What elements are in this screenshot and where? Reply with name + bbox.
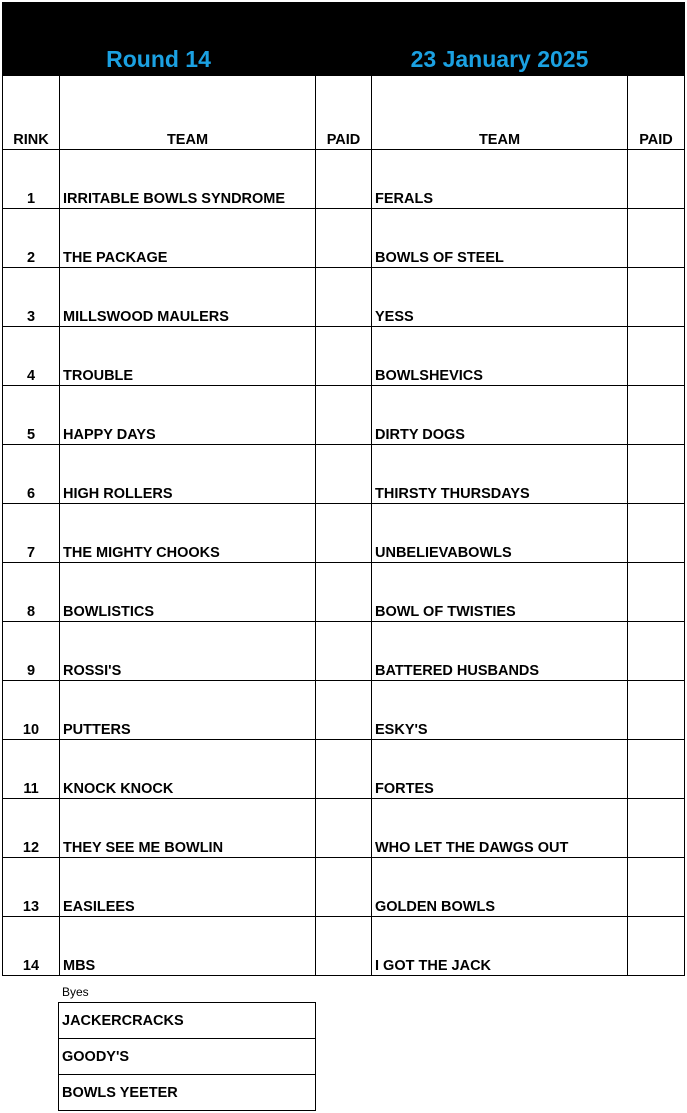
rink-cell: 7 <box>3 504 60 563</box>
paid2-cell <box>628 563 685 622</box>
team2-cell: THIRSTY THURSDAYS <box>372 445 628 504</box>
list-item <box>59 1039 316 1075</box>
date-title: 23 January 2025 <box>410 46 589 72</box>
team2-cell: GOLDEN BOWLS <box>372 858 628 917</box>
table-row <box>3 386 685 445</box>
paid1-cell <box>316 150 372 209</box>
table-row <box>3 917 685 976</box>
team1-cell: BOWLISTICS <box>60 563 316 622</box>
fixtures-table <box>2 75 685 976</box>
paid1-cell <box>316 209 372 268</box>
rink-header: RINK <box>3 76 60 150</box>
team1-cell: THE PACKAGE <box>60 209 316 268</box>
byes-label: Byes <box>62 985 89 999</box>
team1-cell: MILLSWOOD MAULERS <box>60 268 316 327</box>
paid1-cell <box>316 386 372 445</box>
team2-cell: I GOT THE JACK <box>372 917 628 976</box>
table-row <box>3 150 685 209</box>
table-row <box>3 858 685 917</box>
rink-cell: 13 <box>3 858 60 917</box>
paid2-cell <box>628 386 685 445</box>
team2-cell: BATTERED HUSBANDS <box>372 622 628 681</box>
paid1-cell <box>316 563 372 622</box>
list-item <box>59 1003 316 1039</box>
table-row <box>3 327 685 386</box>
rink-cell: 11 <box>3 740 60 799</box>
paid1-cell <box>316 681 372 740</box>
team1-header: TEAM <box>60 76 316 150</box>
team2-cell: DIRTY DOGS <box>372 386 628 445</box>
table-row <box>3 209 685 268</box>
rink-cell: 3 <box>3 268 60 327</box>
team2-cell: ESKY'S <box>372 681 628 740</box>
rink-cell: 8 <box>3 563 60 622</box>
rink-cell: 12 <box>3 799 60 858</box>
byes-table <box>58 1002 316 1111</box>
paid2-cell <box>628 150 685 209</box>
team2-cell: BOWL OF TWISTIES <box>372 563 628 622</box>
table-row <box>3 504 685 563</box>
team1-cell: THE MIGHTY CHOOKS <box>60 504 316 563</box>
team1-cell: KNOCK KNOCK <box>60 740 316 799</box>
team1-cell: EASILEES <box>60 858 316 917</box>
team1-cell: THEY SEE ME BOWLIN <box>60 799 316 858</box>
team1-cell: ROSSI'S <box>60 622 316 681</box>
paid1-cell <box>316 445 372 504</box>
paid2-cell <box>628 858 685 917</box>
rink-cell: 5 <box>3 386 60 445</box>
team1-cell: HAPPY DAYS <box>60 386 316 445</box>
paid1-cell <box>316 858 372 917</box>
paid2-cell <box>628 209 685 268</box>
team1-cell: MBS <box>60 917 316 976</box>
paid1-header: PAID <box>316 76 372 150</box>
bye-team: BOWLS YEETER <box>59 1075 316 1111</box>
paid2-cell <box>628 799 685 858</box>
bye-team: GOODY'S <box>59 1039 316 1075</box>
table-row <box>3 445 685 504</box>
team2-cell: BOWLSHEVICS <box>372 327 628 386</box>
team2-cell: WHO LET THE DAWGS OUT <box>372 799 628 858</box>
paid1-cell <box>316 622 372 681</box>
team2-cell: UNBELIEVABOWLS <box>372 504 628 563</box>
paid1-cell <box>316 799 372 858</box>
table-row <box>3 268 685 327</box>
round-title: Round 14 <box>106 46 211 72</box>
list-item <box>59 1075 316 1111</box>
table-row <box>3 740 685 799</box>
paid2-cell <box>628 622 685 681</box>
paid2-cell <box>628 268 685 327</box>
team2-cell: YESS <box>372 268 628 327</box>
paid1-cell <box>316 327 372 386</box>
paid1-cell <box>316 268 372 327</box>
paid1-cell <box>316 740 372 799</box>
table-row <box>3 799 685 858</box>
team1-cell: TROUBLE <box>60 327 316 386</box>
rink-cell: 4 <box>3 327 60 386</box>
rink-cell: 2 <box>3 209 60 268</box>
table-header-row <box>3 76 685 150</box>
team2-cell: BOWLS OF STEEL <box>372 209 628 268</box>
rink-cell: 1 <box>3 150 60 209</box>
rink-cell: 6 <box>3 445 60 504</box>
rink-cell: 9 <box>3 622 60 681</box>
table-row <box>3 563 685 622</box>
paid1-cell <box>316 917 372 976</box>
paid2-cell <box>628 445 685 504</box>
paid2-cell <box>628 327 685 386</box>
paid2-cell <box>628 681 685 740</box>
table-row <box>3 622 685 681</box>
paid2-cell <box>628 504 685 563</box>
bye-team: JACKERCRACKS <box>59 1003 316 1039</box>
paid2-header: PAID <box>628 76 685 150</box>
team2-cell: FERALS <box>372 150 628 209</box>
rink-cell: 14 <box>3 917 60 976</box>
team2-header: TEAM <box>372 76 628 150</box>
rink-cell: 10 <box>3 681 60 740</box>
paid2-cell <box>628 917 685 976</box>
paid1-cell <box>316 504 372 563</box>
team1-cell: HIGH ROLLERS <box>60 445 316 504</box>
table-row <box>3 681 685 740</box>
team1-cell: IRRITABLE BOWLS SYNDROME <box>60 150 316 209</box>
team2-cell: FORTES <box>372 740 628 799</box>
paid2-cell <box>628 740 685 799</box>
team1-cell: PUTTERS <box>60 681 316 740</box>
